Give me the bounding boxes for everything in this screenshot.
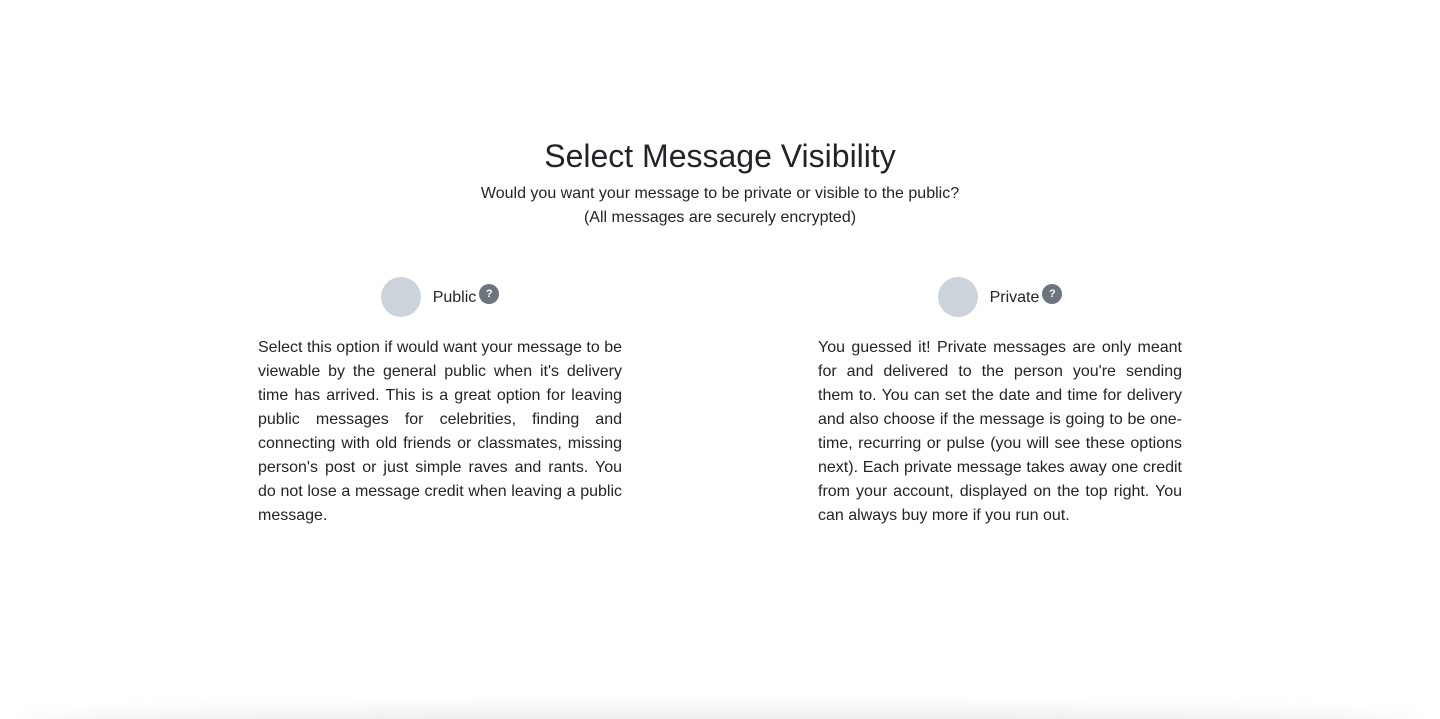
page-title: Select Message Visibility (544, 138, 896, 174)
public-option-description: Select this option if would want your message to be viewable by the general public when it's delivery time has arrived. This is a great option for leaving public messages for celebrities, finding and connecting with old friends or classmates, missing person's post or just simple raves and rants. You do not lose a message credit when leaving a public message. (258, 339, 622, 524)
public-option-label[interactable]: Public (432, 289, 477, 306)
page-subtitle (0, 182, 1440, 230)
question-circle-icon[interactable]: ? (1042, 284, 1062, 304)
private-option-label[interactable]: Private (989, 289, 1040, 306)
private-radio-button[interactable] (938, 277, 978, 317)
public-option (258, 277, 622, 528)
private-option-header (818, 277, 1182, 317)
public-option-header (258, 277, 622, 317)
private-option (818, 277, 1182, 528)
subtitle-line-1: Would you want your message to be private or visible to the public? (480, 185, 960, 202)
private-option-description: You guessed it! Private messages are only meant for and delivered to the person you're sending them to. You can set the date and time for delivery and also choose if the message is going to be one-time, recurring or pulse (you will see these options next). Each private message takes away one credit from your account, displayed on the top right. You can always buy more if you run out. (818, 339, 1182, 524)
page-header (0, 136, 1440, 230)
question-circle-icon[interactable]: ? (479, 284, 499, 304)
public-radio-button[interactable] (381, 277, 421, 317)
subtitle-line-2: (All messages are securely encrypted) (583, 209, 857, 226)
